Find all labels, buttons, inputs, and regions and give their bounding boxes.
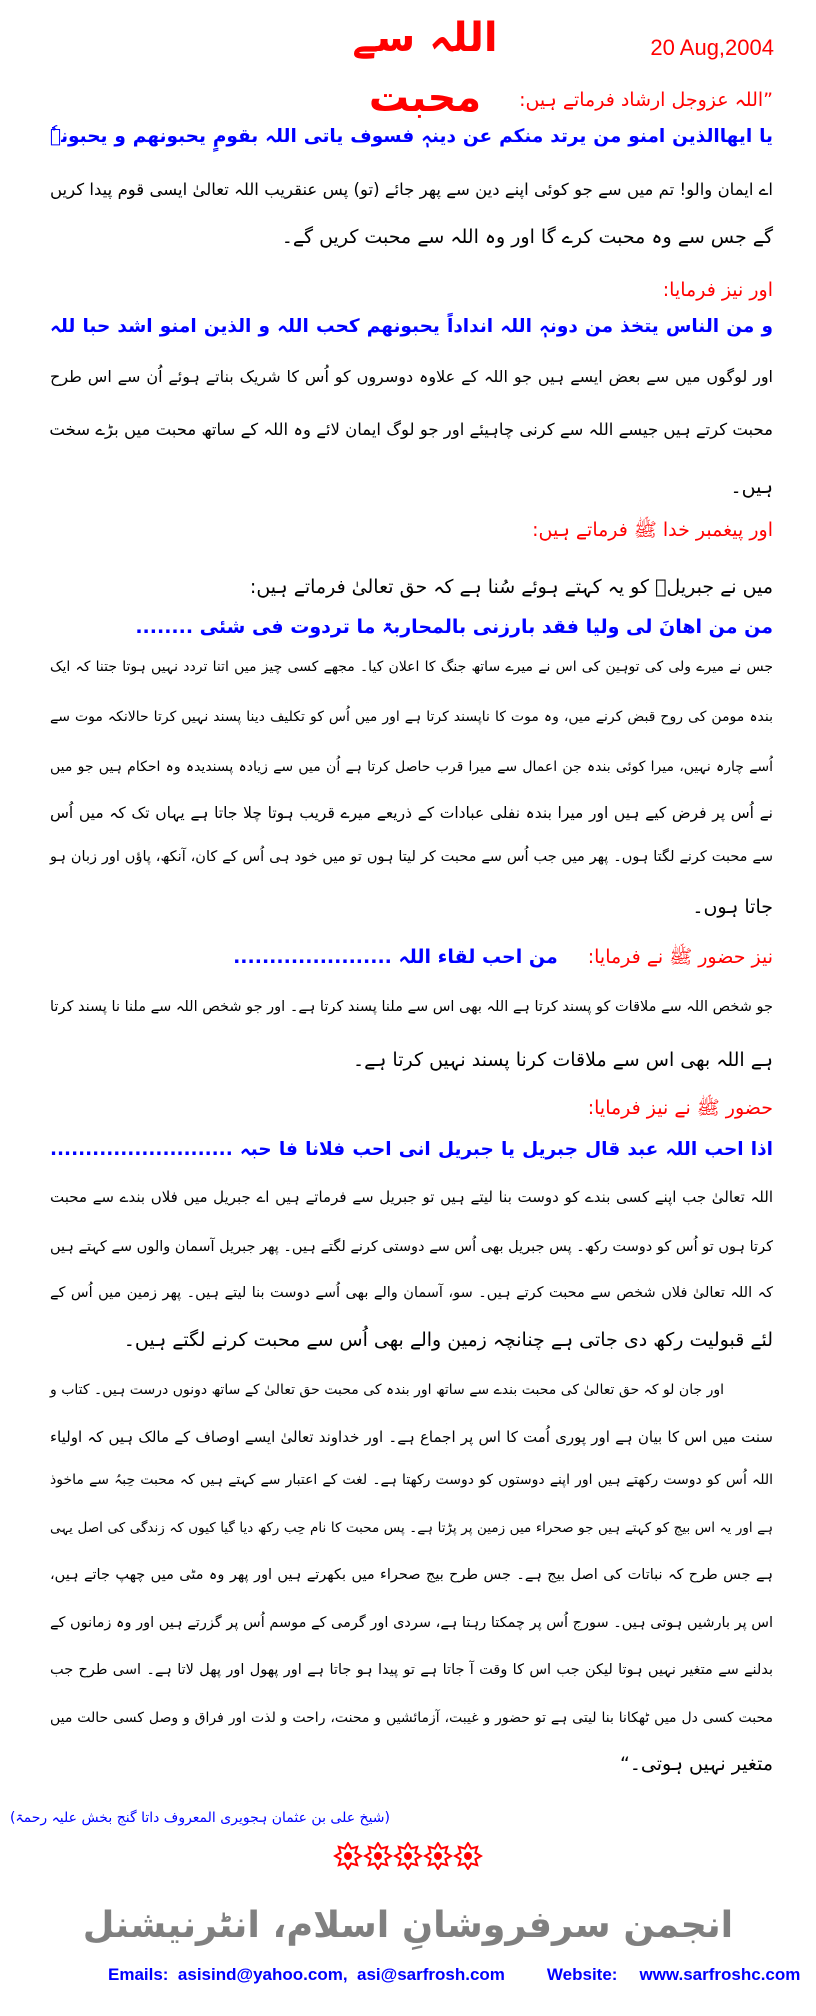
ornament-divider (333, 1842, 483, 1870)
contact-info (108, 1962, 800, 1988)
text-line: ہے اور یہ اس بیج کو کہتے ہیں جو صحراء میں زمین پر پڑتا ہے۔ پس محبت کا نام حِب رکھ دیا گیا کیوں کہ زندگی کی اصل یہی (50, 1520, 773, 1536)
text-line: اور جان لو کہ حق تعالیٰ کی محبت بندے سے ساتھ اور بندہ کی محبت حق تعالیٰ کے ساتھ دونوں درست ہیں۔ کتاب و (50, 1382, 724, 1398)
emails-label: Emails: (108, 1965, 178, 1984)
text-line: اللہ اُس کو دوست رکھتے ہیں اور اپنے دوستوں کو دوست رکھتا ہے۔ لغت کے اعتبار سے کہتے ہیں کہ محبت حِبہُ سے ماخوذ (50, 1472, 773, 1488)
text-line: اللہ تعالیٰ جب اپنے کسی بندے کو دوست بنا لیتے ہیں تو جبریل سے فرماتے ہیں اے جبریل میں فلاں بندے سے محبت (50, 1188, 773, 1206)
text-line: ہے اللہ بھی اس سے ملاقات کرنا پسند نہیں کرتا ہے۔ (352, 1049, 773, 1071)
date: 20 Aug,2004 (650, 35, 774, 60)
section-heading: حضور ﷺ نے نیز فرمایا: (587, 1097, 773, 1119)
text-line: جس نے میرے ولی کی توہین کی اس نے میرے ساتھ جنگ کا اعلان کیا۔ مجھے کسی چیز میں اتنا تردد نہیں ہوتا جتنا کہ ایک (50, 659, 773, 675)
flower-center (404, 1852, 412, 1860)
text-line: جاتا ہوں۔ (692, 896, 773, 918)
text-line: ہے جس طرح کہ نباتات کی اصل بیج ہے۔ جس طرح بیج صحراء میں بکھرتے ہیں اور پھر وہ مٹی میں چھپ جاتے ہیں، (50, 1567, 773, 1583)
text-line: اور لوگوں میں سے بعض ایسے ہیں جو اللہ کے علاوہ دوسروں کو اُس کا شریک بناتے ہوئے اُن سے اس طرح (50, 367, 773, 386)
text-line: کہ اللہ تعالیٰ فلاں شخص سے محبت کرتے ہیں۔ سو، آسمان والے بھی اُسے دوست بنا لیتے ہیں۔ پھر زمین میں اُس کے (50, 1285, 773, 1301)
flower-center (374, 1852, 382, 1860)
email-link-1[interactable]: asisind@yahoo.com, (177, 1965, 348, 1984)
text-line: محبت کرتے ہیں جیسے اللہ سے کرنی چاہیئے اور جو لوگ ایمان لائے وہ اللہ کے ساتھ محبت میں بڑے سخت (49, 420, 773, 439)
flower-center (464, 1852, 472, 1860)
section-heading: اور نیز فرمایا: (662, 279, 773, 301)
arabic-quote: و من الناس یتخذ من دونہٖ اللہ انداداً یحبونھم کحب اللہ و الذین امنو اشد حبا للہ (50, 316, 773, 337)
section-heading: ”اللہ عزوجل ارشاد فرماتے ہیں: (519, 89, 773, 111)
website-link[interactable]: www.sarfroshc.com (639, 1965, 801, 1984)
flower-center (434, 1852, 442, 1860)
section-4-heading-row (233, 937, 773, 977)
arabic-quote: من من اھانَ لی ولیا فقد بارزنی بالمحاربۃ ما تردوت فی شئی ........ (135, 616, 773, 638)
text-line: بندہ مومن کی روح قبض کرنے میں، وہ موت کا ناپسند کرتا ہے اور میں اُس کو تکلیف دینا پسند نہیں کرتا حالانکہ موت سے (50, 709, 773, 725)
text-line: لئے قبولیت رکھ دی جاتی ہے چنانچہ زمین والے بھی اُس سے محبت کرنے لگتے ہیں۔ (123, 1329, 773, 1351)
dots: ...................... (233, 946, 392, 968)
text-line: محبت کسی دل میں ٹھکانا بنا لیتی ہے تو حضور و غیبت، آزمائشیں و محنت، راحت و لذت اور فراق و وصل کسی حالت میں (50, 1710, 773, 1726)
text-line: اُسے چارہ نہیں، میرا کوئی بندہ جن اعمال سے میرا قرب حاصل کرتا ہے اُن میں سے زیادہ پسندیدہ وہ احکام ہیں جو میں (50, 759, 773, 775)
arabic-quote: اذا احب اللہ عبد قال جبریل یا جبریل انی احب فلانا فا حبہ .......................... (50, 1139, 773, 1160)
text-line: گے جس سے وہ محبت کرے گا اور وہ اللہ سے محبت کریں گے۔ (281, 226, 773, 248)
section-heading: نیز حضور ﷺ نے فرمایا: (587, 946, 773, 968)
flower-center (344, 1852, 352, 1860)
text-line: اے ایمان والو! تم میں سے جو کوئی اپنے دین سے پھر جائے (تو) پس عنقریب اللہ تعالیٰ ایسی قوم پیدا کریں (50, 180, 773, 199)
arabic-text: من احب لقاء اللہ (398, 946, 558, 968)
text-line: سنت میں اس کا بیان ہے اور پوری اُمت کا اس پر اجماع ہے۔ اور خداوند تعالیٰ ایسے اوصاف کے مالک ہیں کہ اولیاء (50, 1428, 773, 1446)
arabic-quote (233, 937, 558, 977)
text-line: کرتا ہوں تو اُس کو دوست رکھ۔ پس جبریل بھی اُس سے دوستی کرنے لگتے ہیں۔ پھر جبریل آسمان والوں سے کہتے ہیں (50, 1239, 773, 1255)
email-link-2[interactable]: asi@sarfrosh.com (357, 1965, 505, 1984)
text-line: بدلنے سے متغیر نہیں ہوتا لیکن جب اس کا وقت آ جاتا ہے تو پیدا ہو جاتا ہے اور پھول اور پھل لاتا ہے۔ اسی طرح جب (50, 1662, 773, 1678)
text-line: میں نے جبریلؑ کو یہ کہتے ہوئے سُنا ہے کہ حق تعالیٰ فرماتے ہیں: (249, 576, 773, 598)
text-line: سے محبت کرنے لگتا ہوں۔ پھر میں جب اُس سے محبت کر لیتا ہوں تو میں خود ہی اُس کے کان، آنکھ، پاؤں اور زبان ہو (50, 849, 773, 865)
author-signature: (شیخ علی بن عثمان ہجویری المعروف داتا گنج بخش علیہ رحمۃ) (9, 1810, 390, 1826)
text-line: نے اُس پر فرض کیے ہیں اور میرا بندہ نفلی عبادات کے ذریعے میرے قریب ہوتا چلا جاتا ہے یہاں تک کہ میں اُس (50, 804, 773, 822)
text-line: اس پر بارشیں ہوتی ہیں۔ سورج اُس پر چمکتا رہتا ہے، سردی اور گرمی کے موسم اُس پر گزرتے ہیں اور وہ زمانوں کے (50, 1615, 773, 1631)
section-heading: اور پیغمبر خدا ﷺ فرماتے ہیں: (532, 519, 773, 541)
text-line: متغیر نہیں ہوتی۔“ (619, 1753, 773, 1775)
text-line: جو شخص اللہ سے ملاقات کو پسند کرتا ہے اللہ بھی اس سے ملنا پسند کرتا ہے۔ اور جو شخص اللہ سے ملنا نا پسند کرتا (50, 999, 773, 1015)
organization-name: انجمن سرفروشانِ اسلام، انٹرنیشنل (82, 1903, 734, 1946)
text-line: ہیں۔ (730, 476, 773, 498)
page-title: اللہ سے محبت (352, 15, 498, 121)
website-label: Website: (546, 1965, 618, 1984)
arabic-quote: یا ایھاالذین امنو من یرتد منکم عن دینہٖ فسوف یاتی اللہ بقومٍ یحبونھم و یحبونہٗ (50, 126, 773, 147)
